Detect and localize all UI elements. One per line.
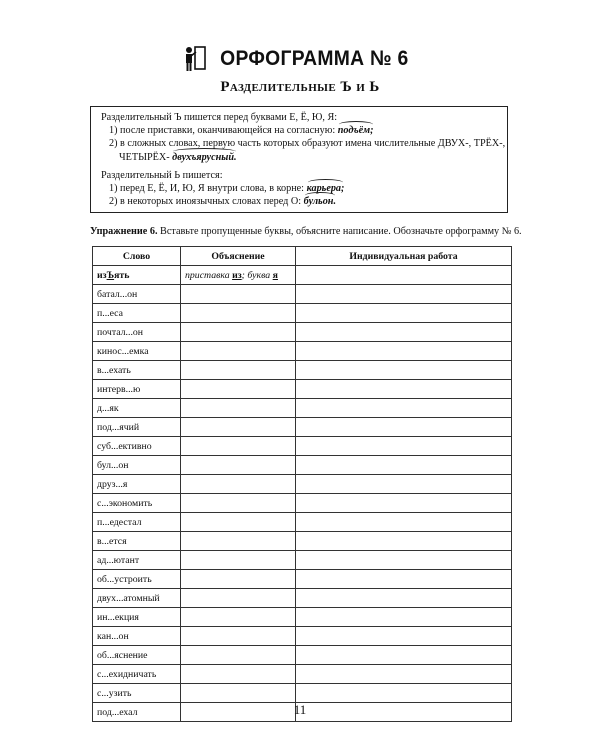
word-cell: бул...он: [93, 456, 181, 475]
exercise-text: Вставьте пропущенные буквы, объясните написание. Обозначьте орфограмму № 6.: [157, 226, 522, 237]
explanation-cell[interactable]: [181, 399, 296, 418]
explanation-cell[interactable]: [181, 380, 296, 399]
table-row: [93, 513, 512, 532]
soft-sign-rule-2-text: 2) в некоторых иноязычных словах перед О:: [109, 196, 302, 208]
explanation-cell[interactable]: [181, 532, 296, 551]
table-header-row: [93, 247, 512, 266]
explanation-cell[interactable]: [181, 285, 296, 304]
hard-sign-rule-2-example: двухъярусный.: [172, 151, 237, 163]
explanation-cell[interactable]: [181, 684, 296, 703]
soft-sign-rule-1: [101, 182, 507, 195]
explanation-cell[interactable]: [181, 589, 296, 608]
word-cell: батал...он: [93, 285, 181, 304]
example-explanation: приставка из; буква я: [181, 266, 296, 285]
explanation-cell[interactable]: [181, 456, 296, 475]
hard-sign-rule-2-line-a: 2) в сложных словах, первую часть которых образуют имена числительные ДВУХ-, ТРЁХ-,: [109, 138, 506, 150]
individual-work-cell[interactable]: [296, 380, 512, 399]
table-row: [93, 456, 512, 475]
word-cell: под...ехал: [93, 703, 181, 722]
soft-sign-rule-2-example: бульон.: [303, 196, 337, 208]
table-row: [93, 437, 512, 456]
individual-work-cell[interactable]: [296, 437, 512, 456]
explanation-cell[interactable]: [181, 646, 296, 665]
individual-work-cell[interactable]: [296, 494, 512, 513]
word-cell: друз...я: [93, 475, 181, 494]
individual-work-cell[interactable]: [296, 684, 512, 703]
individual-work-cell[interactable]: [296, 589, 512, 608]
soft-sign-intro: Разделительный Ь пишется:: [101, 169, 223, 181]
header-individual-work: Индивидуальная работа: [296, 247, 512, 266]
table-row: [93, 380, 512, 399]
explanation-cell[interactable]: [181, 494, 296, 513]
example-row: [93, 266, 512, 285]
hard-sign-rule-2-line-b: [101, 151, 507, 164]
word-cell: ин...екция: [93, 608, 181, 627]
individual-work-cell[interactable]: [296, 361, 512, 380]
individual-work-cell[interactable]: [296, 342, 512, 361]
word-cell: ад...ютант: [93, 551, 181, 570]
individual-work-cell[interactable]: [296, 570, 512, 589]
explanation-cell[interactable]: [181, 323, 296, 342]
word-cell: с...узить: [93, 684, 181, 703]
table-row: [93, 570, 512, 589]
individual-work-cell[interactable]: [296, 646, 512, 665]
table-row: [93, 627, 512, 646]
individual-work-cell[interactable]: [296, 665, 512, 684]
header-word: Слово: [93, 247, 181, 266]
individual-work-cell[interactable]: [296, 513, 512, 532]
explanation-cell[interactable]: [181, 475, 296, 494]
page-number: 11: [293, 702, 307, 717]
individual-work-cell[interactable]: [296, 399, 512, 418]
table-row: [93, 608, 512, 627]
table-row: [93, 323, 512, 342]
explanation-cell[interactable]: [181, 342, 296, 361]
explanation-cell[interactable]: [181, 361, 296, 380]
individual-work-cell[interactable]: [296, 323, 512, 342]
table-row: [93, 285, 512, 304]
table-row: [93, 304, 512, 323]
explanation-cell[interactable]: [181, 570, 296, 589]
hard-sign-rule-1-example: подъём;: [337, 125, 374, 137]
individual-work-cell[interactable]: [296, 304, 512, 323]
table-row: [93, 589, 512, 608]
table-row: [93, 475, 512, 494]
word-cell: об...яснение: [93, 646, 181, 665]
individual-work-cell[interactable]: [296, 532, 512, 551]
individual-work-cell[interactable]: [296, 475, 512, 494]
header-explanation: Объяснение: [181, 247, 296, 266]
explanation-cell[interactable]: [181, 304, 296, 323]
page-title: ОРФОГРАММА № 6: [219, 47, 409, 70]
teacher-at-board-icon: [184, 46, 206, 72]
explanation-cell[interactable]: [181, 627, 296, 646]
word-cell: с...экономить: [93, 494, 181, 513]
example-work-cell[interactable]: [296, 266, 512, 285]
word-cell: почтал...он: [93, 323, 181, 342]
word-cell: д...як: [93, 399, 181, 418]
soft-sign-rule-2: [101, 195, 507, 208]
title-row: [0, 46, 600, 72]
hard-sign-rule-2-numerals: ЧЕТЫРЁХ-: [119, 151, 170, 163]
explanation-cell[interactable]: [181, 513, 296, 532]
soft-sign-rule-1-example: карьера;: [306, 183, 345, 195]
hard-sign-rule-1: [101, 124, 507, 137]
word-cell: кан...он: [93, 627, 181, 646]
individual-work-cell[interactable]: [296, 456, 512, 475]
individual-work-cell[interactable]: [296, 285, 512, 304]
exercise-label: Упражнение 6.: [90, 226, 158, 237]
word-cell: суб...ективно: [93, 437, 181, 456]
example-word: изЪять: [93, 266, 181, 285]
explanation-cell[interactable]: [181, 665, 296, 684]
table-row: [93, 684, 512, 703]
word-cell: двух...атомный: [93, 589, 181, 608]
rule-box: [90, 106, 508, 213]
exercise-table: [92, 246, 512, 722]
table-row: [93, 551, 512, 570]
table-row: [93, 418, 512, 437]
exercise-instruction: [90, 226, 520, 237]
word-cell: с...ехидничать: [93, 665, 181, 684]
explanation-cell[interactable]: [181, 418, 296, 437]
hard-sign-intro: Разделительный Ъ пишется перед буквами Е, Ё, Ю, Я:: [101, 112, 338, 123]
table-row: [93, 646, 512, 665]
word-cell: в...ется: [93, 532, 181, 551]
word-cell: об...устроить: [93, 570, 181, 589]
table-row: [93, 342, 512, 361]
word-cell: под...ячий: [93, 418, 181, 437]
table-row: [93, 361, 512, 380]
explanation-cell[interactable]: [181, 608, 296, 627]
word-cell: в...ехать: [93, 361, 181, 380]
individual-work-cell[interactable]: [296, 627, 512, 646]
table-row: [93, 494, 512, 513]
word-cell: п...еса: [93, 304, 181, 323]
word-cell: интерв...ю: [93, 380, 181, 399]
individual-work-cell[interactable]: [296, 551, 512, 570]
word-cell: кинос...емка: [93, 342, 181, 361]
soft-sign-rule-1-text: 1) перед Е, Ё, И, Ю, Я внутри слова, в корне:: [109, 183, 305, 195]
explanation-cell[interactable]: [181, 437, 296, 456]
table-row: [93, 399, 512, 418]
table-row: [93, 665, 512, 684]
table-row: [93, 532, 512, 551]
page-subtitle: Разделительные Ъ и Ь: [220, 79, 380, 95]
individual-work-cell[interactable]: [296, 418, 512, 437]
explanation-cell[interactable]: [181, 551, 296, 570]
individual-work-cell[interactable]: [296, 608, 512, 627]
hard-sign-rule-1-text: 1) после приставки, оканчивающейся на согласную:: [109, 125, 336, 137]
word-cell: п...едестал: [93, 513, 181, 532]
